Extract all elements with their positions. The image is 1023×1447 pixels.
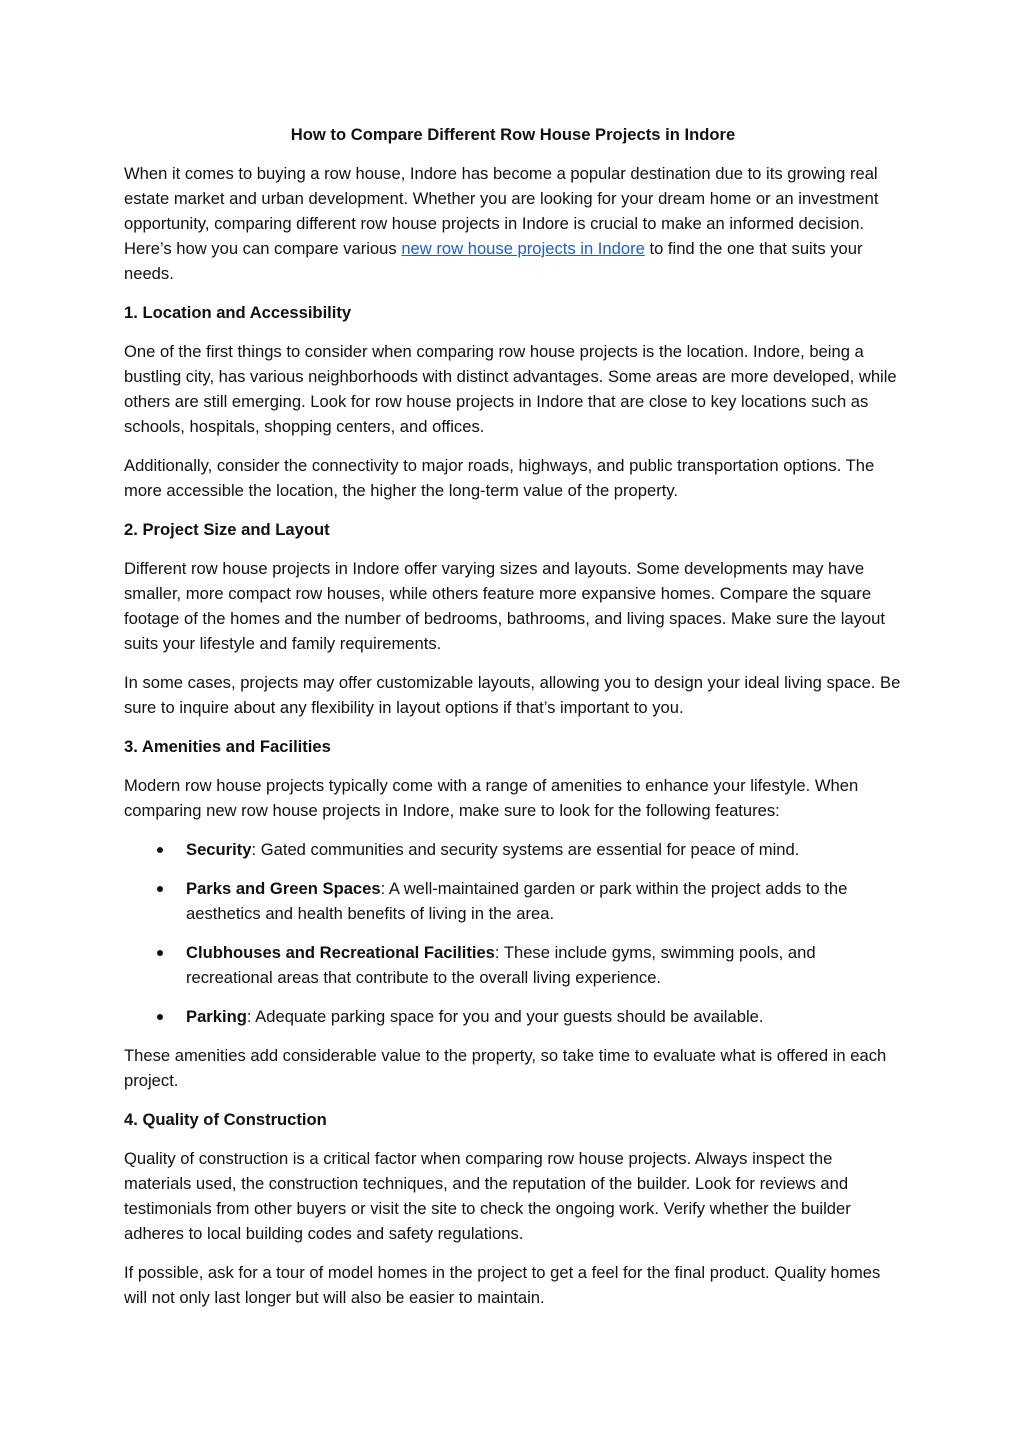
section-heading-construction-quality: 4. Quality of Construction	[124, 1110, 327, 1129]
section-heading-size-layout: 2. Project Size and Layout	[124, 520, 330, 539]
new-row-house-projects-link[interactable]: new row house projects in Indore	[401, 239, 645, 258]
list-item-text: : Adequate parking space for you and your guests should be available.	[246, 1007, 764, 1026]
section-heading-amenities: 3. Amenities and Facilities	[124, 737, 331, 756]
section-paragraph: Modern row house projects typically come with a range of amenities to enhance your lifestyle. When comparing new row house projects in Indore, make sure to look for the following features:	[124, 776, 859, 820]
list-item-term: Security	[186, 840, 252, 859]
section-heading-location: 1. Location and Accessibility	[124, 303, 352, 322]
list-item-text: : These include gyms, swimming pools, and recreational areas that contribute to the overall living experience.	[186, 943, 816, 987]
section-paragraph: In some cases, projects may offer customizable layouts, allowing you to design your ideal living space. Be sure to inquire about any flexibility in layout options if that’s important to you.	[124, 673, 901, 717]
document-page	[124, 122, 902, 1324]
list-item-text: : A well-maintained garden or park within the project adds to the aesthetics and health benefits of living in the area.	[186, 879, 848, 923]
intro-text-end: to find the one that suits your needs.	[124, 239, 863, 283]
list-item-term: Clubhouses and Recreational Facilities	[186, 943, 495, 962]
section-paragraph: If possible, ask for a tour of model homes in the project to get a feel for the final product. Quality homes will not only last longer but will also be easier to maintain.	[124, 1263, 881, 1307]
list-item-text: : Gated communities and security systems are essential for peace of mind.	[251, 840, 800, 859]
section-paragraph: Different row house projects in Indore offer varying sizes and layouts. Some developments may have smaller, more compact row houses, while others feature more expansive homes. Compare the square footage of the homes and the number of bedrooms, bathrooms, and living spaces. Make sure the layout suits your lifestyle and family requirements.	[124, 559, 885, 653]
list-item	[124, 876, 902, 926]
bullet-icon	[157, 950, 163, 956]
bullet-icon	[157, 886, 163, 892]
list-item-term: Parking	[186, 1007, 247, 1026]
section-paragraph: One of the first things to consider when comparing row house projects is the location. Indore, being a bustling city, has various neighborhoods with distinct advantages. Some areas are more developed, while others are still emerging. Look for row house projects in Indore that are close to key locations such as schools, hospitals, shopping centers, and offices.	[124, 342, 897, 436]
bullet-icon	[157, 1014, 163, 1020]
list-item	[124, 940, 902, 990]
section-paragraph: Additionally, consider the connectivity to major roads, highways, and public transportation options. The more accessible the location, the higher the long-term value of the property.	[124, 456, 875, 500]
document-title: How to Compare Different Row House Projects in Indore	[290, 125, 736, 144]
section-paragraph: Quality of construction is a critical factor when comparing row house projects. Always inspect the materials used, the construction techniques, and the reputation of the builder. Look for reviews and testimonials from other buyers or visit the site to check the ongoing work. Verify whether the builder adheres to local building codes and safety regulations.	[124, 1149, 851, 1243]
amenities-list	[124, 837, 902, 1029]
bullet-icon	[157, 847, 163, 853]
list-item	[124, 837, 902, 862]
intro-paragraph	[124, 161, 902, 286]
list-item	[124, 1004, 902, 1029]
list-item-term: Parks and Green Spaces	[186, 879, 381, 898]
intro-text: When it comes to buying a row house, Indore has become a popular destination due to its growing real estate market and urban development. Whether you are looking for your dream home or an investment opportunity, comparing different row house projects in Indore is crucial to make an informed decision. Here’s how you can compare various	[124, 164, 879, 258]
section-paragraph: These amenities add considerable value to the property, so take time to evaluate what is offered in each project.	[124, 1046, 887, 1090]
